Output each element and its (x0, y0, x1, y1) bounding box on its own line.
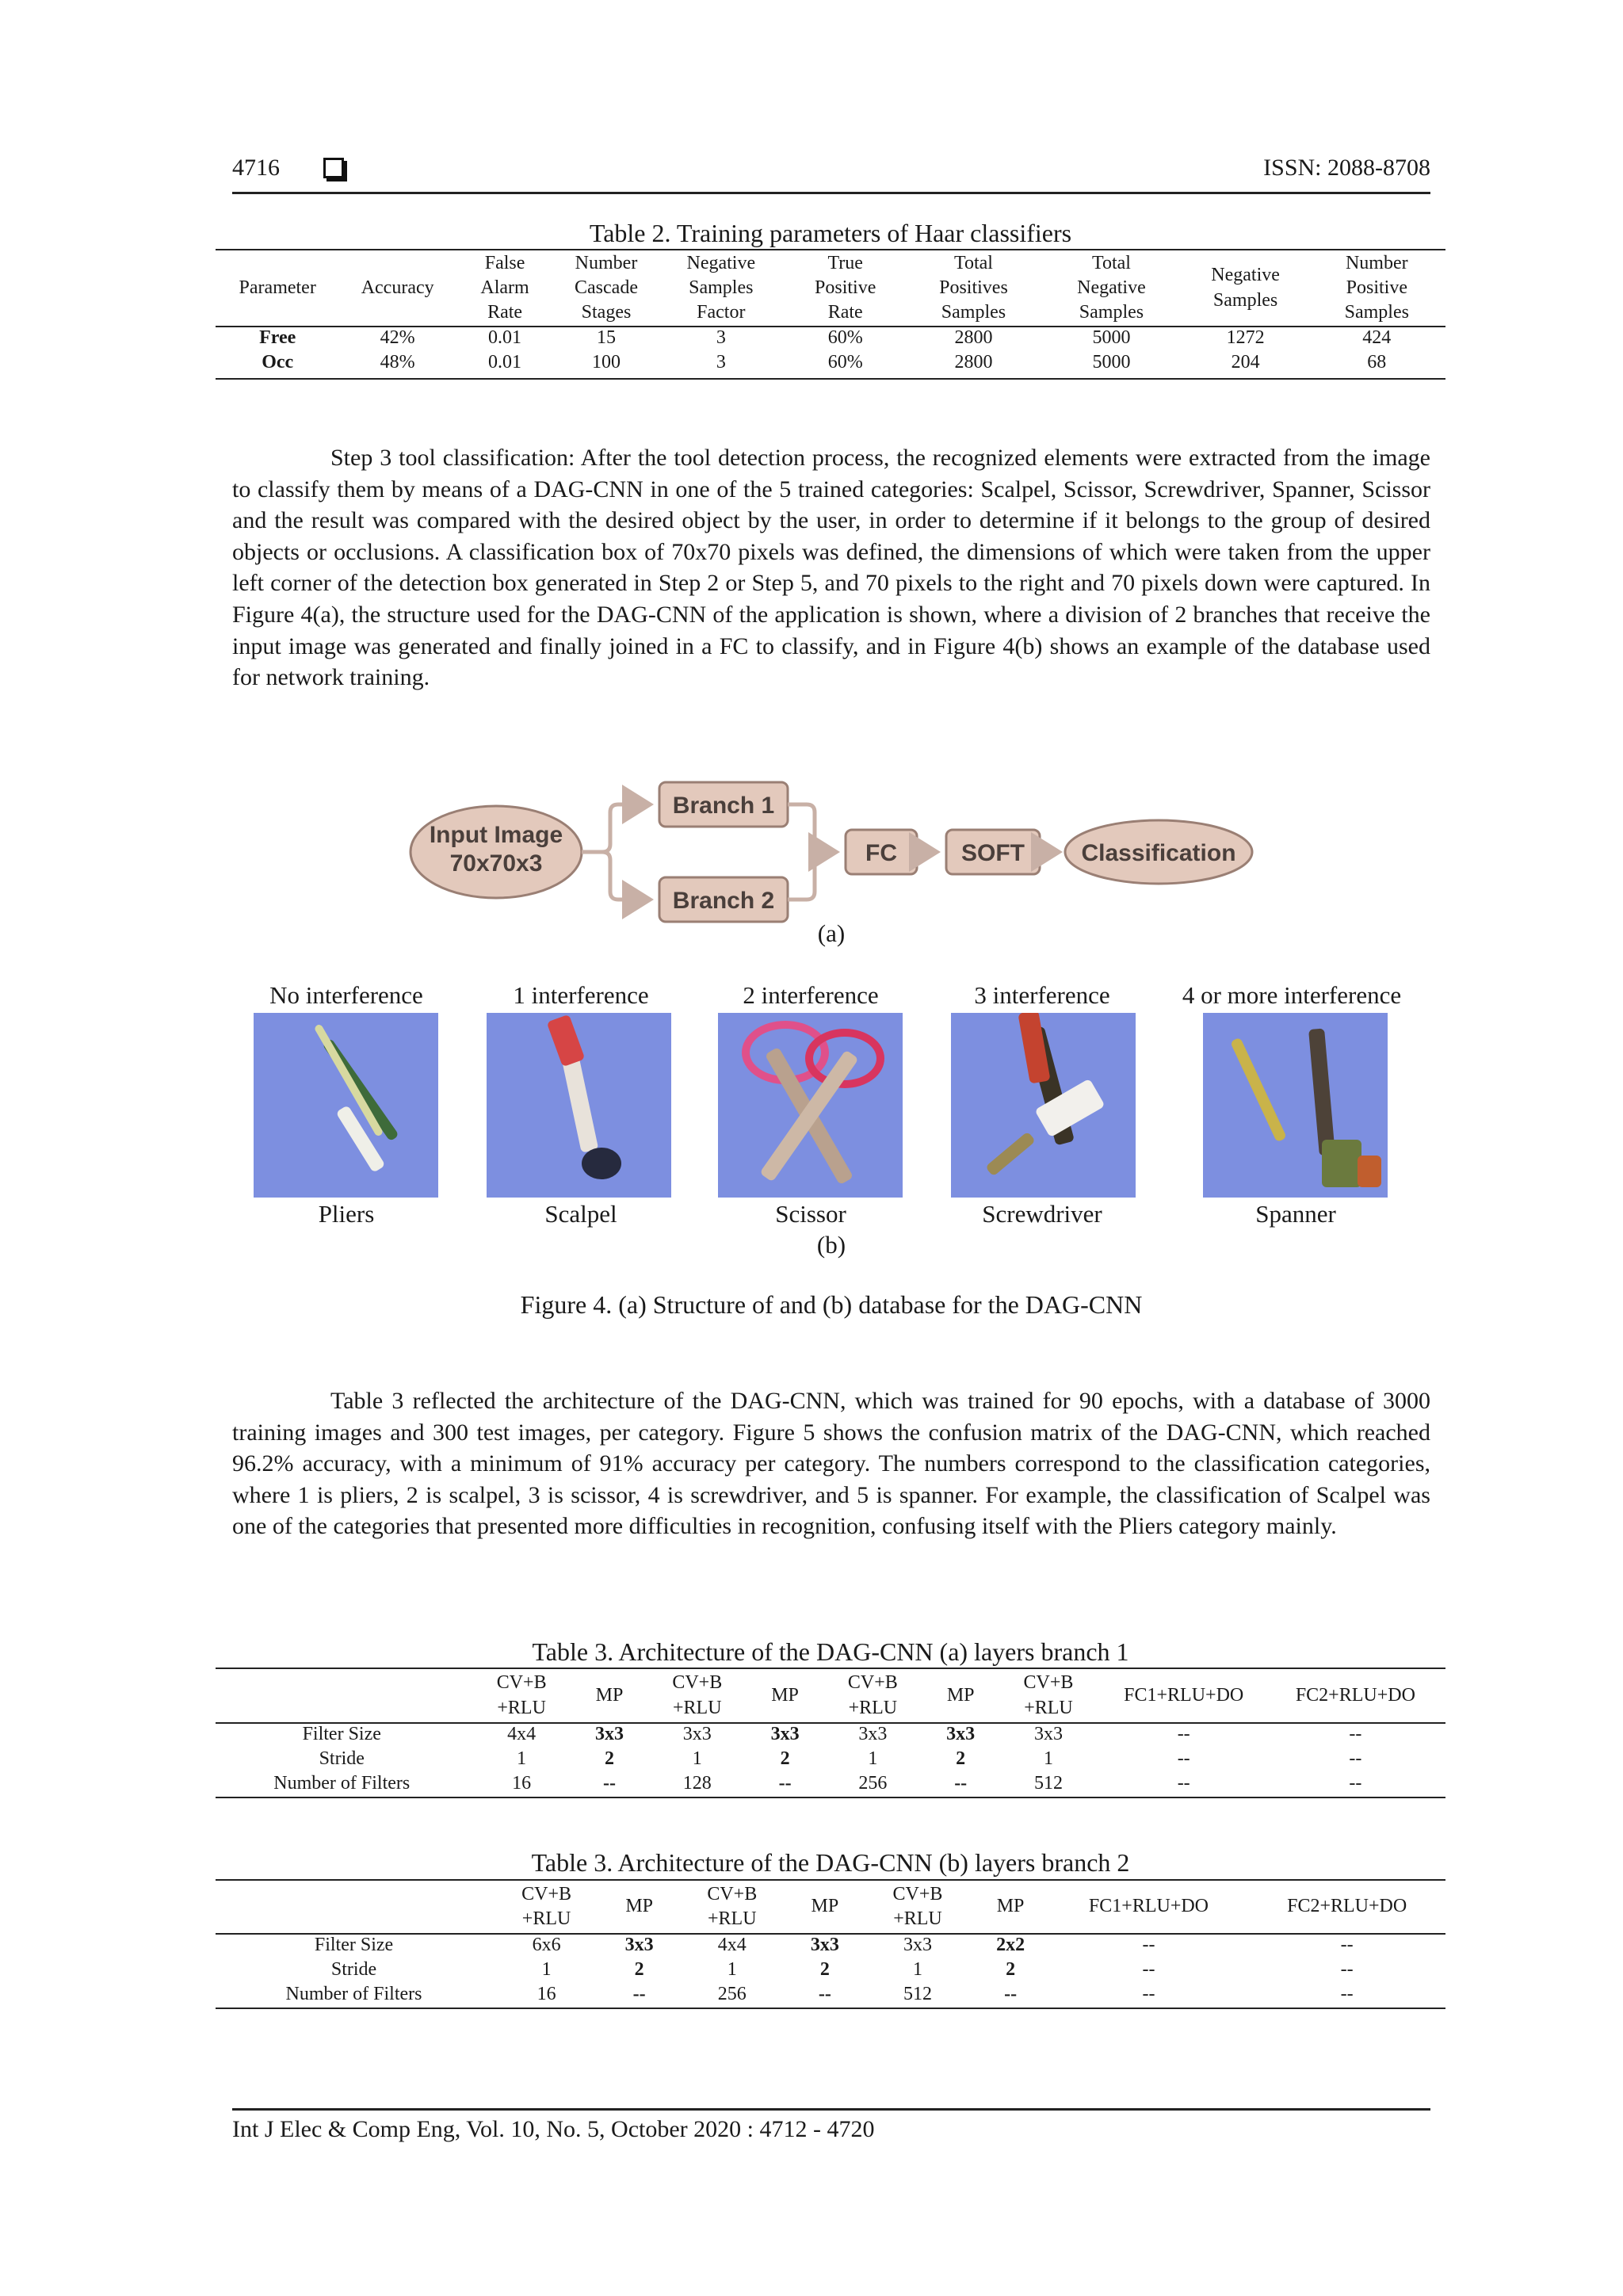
header-cell (216, 1669, 468, 1722)
header-cell (1266, 1669, 1445, 1722)
header-cell-line: +RLU (521, 1908, 571, 1929)
table-cell: 512 (1033, 1773, 1063, 1794)
header-cell-line: Samples (689, 277, 754, 298)
header-cell (750, 1669, 819, 1722)
branch2-node (659, 877, 788, 922)
header-cell-line: FC2+RLU+DO (1287, 1896, 1407, 1917)
header-cell (819, 1669, 926, 1722)
table-cell: 5000 (1092, 327, 1131, 348)
table-cell: 2 (604, 1748, 614, 1770)
header-cell-line: Positives (939, 277, 1008, 298)
input-label-line1: Input Image (429, 822, 563, 848)
classification-label: Classification (1081, 840, 1236, 866)
table-cell: Free (259, 327, 296, 348)
table-row (216, 350, 1445, 375)
tool-label-spanner: Spanner (1255, 1200, 1336, 1228)
table-cell: 2 (780, 1748, 790, 1770)
table-cell: Occ (262, 352, 294, 373)
table-cell: 2 (634, 1959, 644, 1981)
table-cell: 128 (682, 1773, 712, 1794)
table-cell: 1 (1043, 1748, 1053, 1770)
figure4b-label: (b) (816, 1231, 846, 1259)
table-cell: -- (1340, 1984, 1354, 2005)
arrow-to-branch2 (582, 852, 650, 900)
header-cell (863, 1881, 972, 1933)
header-cell-line: Accuracy (361, 277, 434, 298)
header-cell-line: Negative (1211, 265, 1280, 286)
table-cell: Number of Filters (285, 1984, 422, 2005)
header-cell (1102, 1669, 1266, 1722)
header-cell-line: Number (1345, 252, 1408, 273)
header-cell (1040, 250, 1182, 326)
header-cell-line: Samples (1344, 302, 1409, 323)
tool-label-pliers: Pliers (318, 1200, 375, 1228)
header-cell (972, 1881, 1048, 1933)
interference-label-1: 1 interference (513, 981, 649, 1009)
page-number: 4716 (232, 155, 280, 181)
input-label-line2: 70x70x3 (449, 850, 543, 877)
table-cell: 5000 (1092, 352, 1131, 373)
tool-label-scissor: Scissor (775, 1200, 846, 1228)
header-cell-line: Positive (815, 277, 876, 298)
table-cell: 256 (717, 1984, 747, 2005)
table-row (216, 1982, 1445, 2007)
scalpel-image (487, 1013, 671, 1198)
table-cell: 60% (827, 352, 863, 373)
table-cell: 3x3 (858, 1724, 888, 1744)
header-cell-line: FC2+RLU+DO (1295, 1684, 1415, 1706)
table-cell: -- (1340, 1935, 1354, 1955)
header-cell (456, 250, 554, 326)
header-cell-line: Alarm (480, 277, 529, 298)
header-cell-line: +RLU (893, 1908, 942, 1929)
header-cell-line: MP (625, 1896, 653, 1917)
table-cell: 68 (1367, 352, 1387, 373)
classification-node (1065, 820, 1252, 884)
header-cell (786, 1881, 863, 1933)
table-cell: Stride (319, 1748, 365, 1770)
header-cell (1049, 1881, 1249, 1933)
table-cell: -- (818, 1984, 831, 2005)
table3a-caption: Table 3. Architecture of the DAG-CNN (a) layers branch 1 (532, 1637, 1129, 1666)
table-cell: 2800 (954, 352, 993, 373)
header-cell (926, 1669, 995, 1722)
header-cell-line: True (827, 252, 863, 273)
header-cell-line: MP (996, 1896, 1025, 1917)
header-cell-line: Number (575, 252, 638, 273)
table2-caption: Table 2. Training parameters of Haar classifiers (589, 219, 1072, 247)
spanner-image (1203, 1013, 1388, 1198)
table-cell: 1 (868, 1748, 878, 1770)
table-cell: 3x3 (594, 1724, 624, 1744)
header-cell (1248, 1881, 1445, 1933)
header-cell-line: Parameter (239, 277, 316, 298)
soft-node (946, 830, 1040, 874)
arrow-branch2-to-fc (788, 852, 823, 900)
table-cell: 2 (1006, 1959, 1016, 1981)
table-cell: 48% (380, 352, 415, 373)
table2-bottom-rule (216, 378, 1445, 380)
table-cell: 15 (597, 327, 616, 348)
table-cell: 204 (1231, 352, 1260, 373)
interference-label-3: 3 interference (974, 981, 1110, 1009)
table-cell: 16 (537, 1984, 556, 2005)
arrow-to-branch1 (582, 804, 650, 852)
header-cell-line: MP (811, 1896, 839, 1917)
interference-label-2: 2 interference (743, 981, 879, 1009)
table-cell: -- (1004, 1984, 1018, 2005)
header-cell-line: CV+B (707, 1883, 758, 1904)
table-cell: 3x3 (624, 1935, 654, 1955)
header-cell (339, 250, 456, 326)
header-cell-line: +RLU (1024, 1697, 1073, 1718)
header-cell-line: +RLU (672, 1697, 722, 1718)
table-cell: 6x6 (532, 1935, 561, 1955)
branch2-label: Branch 2 (672, 888, 775, 914)
table3b (216, 1881, 1445, 2008)
table-cell: 2x2 (996, 1935, 1025, 1955)
table-cell: 4x4 (717, 1935, 747, 1955)
table-cell: -- (1142, 1959, 1155, 1981)
header-cell-line: Samples (1212, 289, 1278, 311)
table-cell: -- (1177, 1724, 1190, 1744)
table-cell: 1 (517, 1748, 527, 1770)
fc-label: FC (865, 840, 897, 866)
tool-label-scalpel: Scalpel (544, 1200, 617, 1228)
table-row (216, 1747, 1445, 1771)
header-cell-line: Cascade (575, 277, 638, 298)
table3a (216, 1669, 1445, 1797)
table-cell: 1 (541, 1959, 552, 1981)
table-cell: -- (632, 1984, 646, 2005)
table-cell: 424 (1362, 327, 1392, 348)
table-row (216, 1771, 1445, 1796)
table-cell: 3x3 (1033, 1724, 1063, 1744)
table-cell: 2800 (954, 327, 993, 348)
header-cell-line: MP (946, 1684, 975, 1706)
table-cell: -- (1349, 1724, 1362, 1744)
table3b-bottom-rule (216, 2008, 1445, 2009)
table-cell: 16 (512, 1773, 532, 1794)
header-cell-line: CV+B (672, 1672, 723, 1694)
table-cell: -- (1349, 1748, 1362, 1770)
input-image-node (411, 806, 582, 898)
header-row (216, 1669, 1445, 1722)
header-cell (216, 1881, 492, 1933)
header-rule (232, 192, 1430, 194)
header-cell (907, 250, 1041, 326)
scissor-image (718, 1013, 903, 1198)
header-cell (575, 1669, 643, 1722)
table-cell: 100 (592, 352, 621, 373)
table-cell: 512 (903, 1984, 932, 2005)
header-cell-line: CV+B (496, 1672, 547, 1694)
header-cell (601, 1881, 678, 1933)
header-cell (1183, 250, 1308, 326)
table-cell: Filter Size (302, 1724, 381, 1744)
table-cell: -- (1177, 1748, 1190, 1770)
header-cell-line: Stages (581, 302, 632, 323)
branch1-label: Branch 1 (672, 793, 775, 819)
header-cell (643, 1669, 750, 1722)
header-cell (659, 250, 784, 326)
arrow-branch1-to-fc (788, 804, 836, 852)
table-cell: Filter Size (314, 1935, 394, 1955)
paragraph-table3: Table 3 reflected the architecture of the DAG-CNN, which was trained for 90 epochs, with a database of 3000 training images and 300 test images, per category. Figure 5 shows the confusion matrix of the DAG-CNN, which reached 96.2% accuracy, with a minimum of 91% accuracy per category. The numbers correspond to the classification categories, where 1 is pliers, 2 is scalpel, 3 is scissor, 4 is screwdriver, and 5 is spanner. For example, the classification of Scalpel was one of the categories that presented more difficulties in recognition, confusing itself with the Pliers category mainly. (232, 1388, 1430, 1540)
header-cell (492, 1881, 601, 1933)
fc-node (846, 830, 917, 874)
header-cell-line: Negative (1077, 277, 1146, 298)
table-row (216, 1958, 1445, 1982)
header-cell-line: Positive (1346, 277, 1407, 298)
table2 (216, 250, 1445, 375)
table-cell: -- (1142, 1984, 1155, 2005)
interference-label-0: No interference (269, 981, 423, 1009)
table-cell: 1 (692, 1748, 702, 1770)
table-cell: -- (602, 1773, 616, 1794)
table-cell: 3 (716, 327, 726, 348)
table-cell: 3x3 (903, 1935, 932, 1955)
header-cell (784, 250, 907, 326)
table-cell: -- (1177, 1773, 1190, 1794)
table-cell: -- (954, 1773, 968, 1794)
table-cell: 42% (380, 327, 415, 348)
header-cell-line: CV+B (847, 1672, 898, 1694)
header-row (216, 1881, 1445, 1933)
table-cell: 1 (727, 1959, 737, 1981)
header-cell (216, 250, 339, 326)
issn: ISSN: 2088-8708 (1263, 155, 1430, 181)
paragraph-step3: Step 3 tool classification: After the tool detection process, the recognized elements were extracted from the image to classify them by means of a DAG-CNN in one of the 5 trained categories: Scalpel, Scissor, Screwdriver, Spanner, Scissor and the result was compared with the desired object by the user, in order to determine if it belongs to the group of desired objects or occlusions. A classification box of 70x70 pixels was defined, the dimensions of which were taken from the upper left corner of the detection box generated in Step 2 or Step 5, and 70 pixels to the right and 70 pixels down were captured. In Figure 4(a), the structure used for the DAG-CNN of the application is shown, where a division of 2 branches that receive the input image was generated and finally joined in a FC to classify, and in Figure 4(b) shows an example of the database used for network training. (232, 445, 1430, 691)
figure4a-label: (a) (817, 919, 846, 947)
header-cell-line: +RLU (497, 1697, 546, 1718)
header-cell-line: CV+B (1023, 1672, 1074, 1694)
table-row (216, 1722, 1445, 1747)
table-cell: Stride (330, 1959, 377, 1981)
table-row (216, 326, 1445, 350)
header-cell-line: CV+B (521, 1883, 571, 1904)
header-cell (554, 250, 659, 326)
tool-label-screwdriver: Screwdriver (982, 1200, 1102, 1228)
header-cell-line: Total (1091, 252, 1131, 273)
table3a-bottom-rule (216, 1797, 1445, 1798)
interference-label-4: 4 or more interference (1182, 981, 1402, 1009)
header-row (216, 250, 1445, 326)
table-cell: 2 (956, 1748, 966, 1770)
table-cell: -- (1349, 1773, 1362, 1794)
table-cell: 2 (819, 1959, 830, 1981)
table3b-caption: Table 3. Architecture of the DAG-CNN (b) layers branch 2 (531, 1848, 1130, 1877)
header-cell-line: Rate (487, 302, 523, 323)
header-cell-line: +RLU (707, 1908, 757, 1929)
table-cell: 3x3 (946, 1724, 976, 1744)
header-cell-line: Factor (697, 302, 746, 323)
header-cell-line: CV+B (892, 1883, 943, 1904)
pliers-image (254, 1013, 438, 1198)
screwdriver-image (951, 1013, 1136, 1198)
header-cell (678, 1881, 786, 1933)
header-cell-line: Rate (827, 302, 863, 323)
table-cell: 3x3 (682, 1724, 712, 1744)
table-cell: -- (1340, 1959, 1354, 1981)
table-cell: 0.01 (488, 352, 522, 373)
table-cell: 3x3 (810, 1935, 839, 1955)
footer-journal: Int J Elec & Comp Eng, Vol. 10, No. 5, October 2020 : 4712 - 4720 (232, 2116, 875, 2142)
table-cell: 256 (858, 1773, 888, 1794)
table-cell: 0.01 (488, 327, 522, 348)
table-cell: 4x4 (507, 1724, 537, 1744)
table-cell: -- (778, 1773, 792, 1794)
branch1-node (659, 782, 788, 827)
header-cell-line: MP (771, 1684, 799, 1706)
table-cell: Number of Filters (273, 1773, 411, 1794)
header-cell-line: +RLU (848, 1697, 898, 1718)
table-cell: 1272 (1226, 327, 1265, 348)
table-cell: 3 (716, 352, 726, 373)
header-cell (995, 1669, 1102, 1722)
header-cell-line: Samples (1079, 302, 1144, 323)
figure4-caption: Figure 4. (a) Structure of and (b) database for the DAG-CNN (520, 1290, 1143, 1319)
footer-rule (232, 2108, 1430, 2111)
table-row (216, 1933, 1445, 1958)
header-cell-line: Negative (686, 252, 756, 273)
header-cell-line: MP (595, 1684, 624, 1706)
dag-cnn-structure-diagram (404, 781, 1260, 923)
checkbox-icon (323, 158, 344, 178)
table-cell: 3x3 (770, 1724, 800, 1744)
soft-label: SOFT (961, 840, 1025, 866)
header-cell-line: False (484, 252, 525, 273)
header-cell-line: FC1+RLU+DO (1124, 1684, 1244, 1706)
table-cell: 60% (827, 327, 863, 348)
header-cell-line: Total (953, 252, 993, 273)
table-cell: 1 (912, 1959, 922, 1981)
header-cell-line: FC1+RLU+DO (1088, 1896, 1209, 1917)
header-cell-line: Samples (941, 302, 1006, 323)
table-cell: -- (1142, 1935, 1155, 1955)
header-cell (1308, 250, 1445, 326)
header-cell (468, 1669, 575, 1722)
